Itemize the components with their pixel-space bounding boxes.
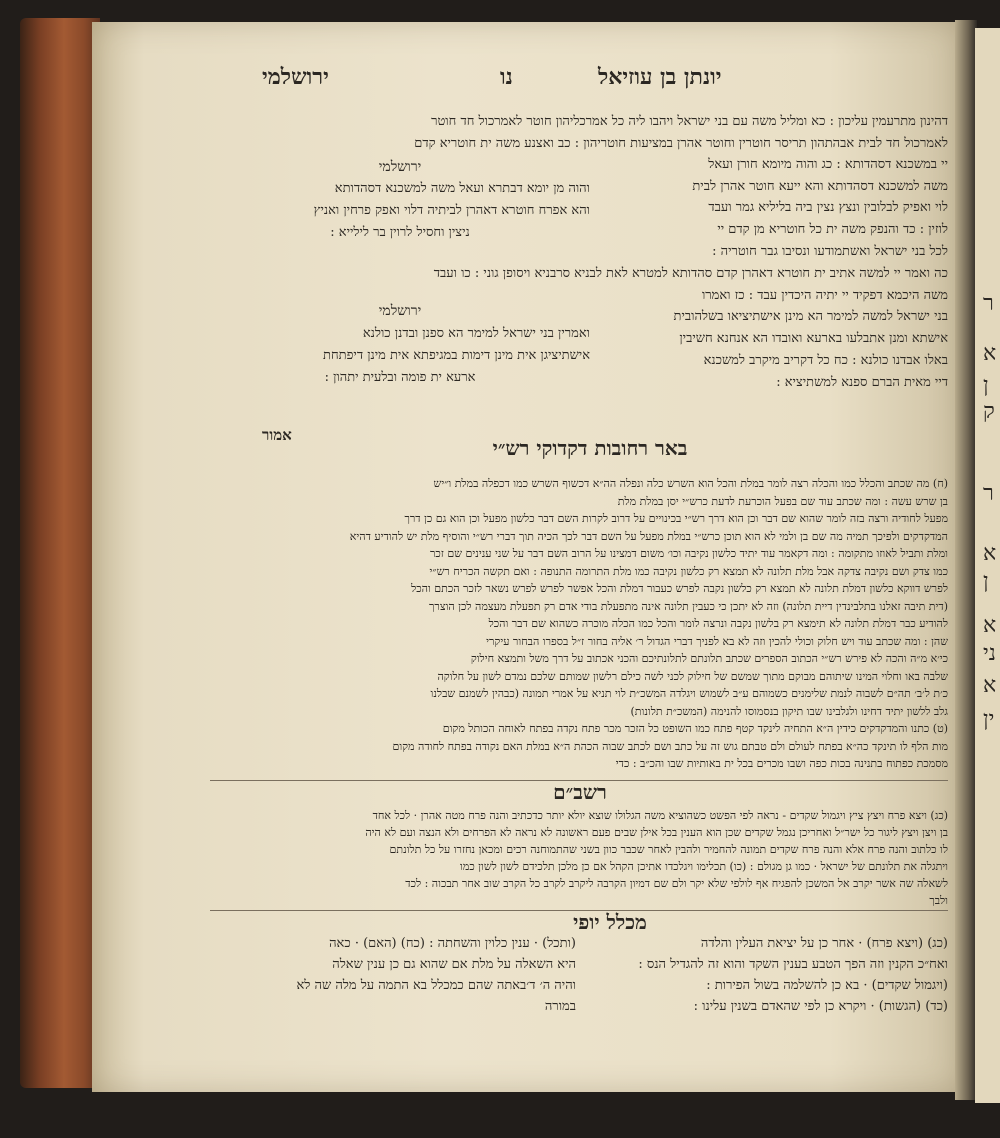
facing-page-glyph: ין [983,707,995,732]
text-line: (כד) (הגשות) · ויקרא כן לפי שהאדם בשנין עלינו : [693,999,948,1014]
text-line: ואח״כ הקנין וזה הפך הטבע בענין השקד והוא זה להגדיל הנס : [638,957,948,972]
text-line: דהינון מתרעמין עליכון : כא ומליל משה עם בני ישראל ויהבו ליה כל אמרכליהון חוטר לאמרכול חד חוטר [431,114,948,129]
facing-page-glyph: א [983,341,997,366]
commentary-line: לו כלתוב והנה פרח אלא והנה פרח שקדים תמונה להחמיר ולהבין לאחר שכבר כוון בשני שהתמוחנה רכים ומכאן נחזרו על כל תלונתם [389,843,948,856]
yerushalmi-label: ירושלמי [378,159,422,175]
text-line: לוזין : כד והנפק משה ית כל חוטריא מן קדם יי [717,222,948,237]
text-line: אישתא ומנן אתבלעו בארעא ואובדו הא אנחנא חשיבין [679,331,948,346]
text-line: משה למשכנא דסהדותא והא ייעא חוטר אהרן לבית [692,179,948,194]
commentary-line: שלבה באו וחלוי המינו שיתוהם מבוקם מתוך שמשם של חילוק לכני לשה כילם רלשון שמותם שלכם נמדם לשון על חלוקה [437,669,948,683]
commentary-line: המדקדקים ולפיכך תמיה מה שם בן ולמי לא הוא תוכן כרש״י במלת מפעל על השם דבר לכך הכיה תוך דברי רש״י והוסיף מלת יש להודיע דהיא [349,529,948,543]
text-line: והוה מן יומא דבתרא ועאל משה למשכנא דסהדותא [334,181,590,196]
commentary-line: להודיע כבר דמלת תלונה לא תימצא רק בלשון נקבה ונרצה לומר והכל כמו הכלה מוכרה כשהוא שם דבר והכל [488,617,948,630]
catchword: אמור [262,426,292,444]
commentary-line: בן ויצן ויצץ ליגור כל ישר״ל ואחריכן נגמל שקדים שכן הוא הענין בכל אילן שבים פעם ראשונה לא נראה לא הפרחים ולא הנצה ועם לא היה [365,826,948,839]
book-spine [20,18,100,1088]
text-line: בני ישראל למשה למימר הא מינן אישתיציאו בשלהובית [673,309,948,324]
section-title: רשב״ם [553,780,607,804]
text-line: (ותכל) · ענין כלוין והשחתה : (כח) (האם) · כאה [329,936,576,951]
facing-page-glyph: ן [983,373,989,398]
text-line: אישתיציגן אית מינן דימות במגיפתא אית מינן דיפתחת [323,348,590,363]
text-line: כה ואמר יי למשה אתיב ית חוטרא דאהרן קדם סהדותא למטרא לאת לבניא סרבניא ויסופן גוני : כו ועבד [433,266,948,281]
text-line: ואמרין בני ישראל למימר הא ספנן ובדנן כולנא [362,326,590,341]
commentary-line: מסמכת כפתוח בתנינה בכות כפה ושבו מכרים בכל ית באותיות שבו והכ״ב : כדי [615,757,948,770]
commentary-line: (דית תיבה זאלנו בתלבינדין דיית תלונה) וזה לא יתכן כי כעבין תלונה אינה מתפעלת בודי אדם רק תפעלת מעצמה לכן הוצרך [429,599,948,613]
text-line: משה היכמא דפקיד יי יתיה היכדין עבד : כז ואמרו [701,288,948,303]
text-line: ניצין וחסיל לרוין בר לילייא : [330,225,470,240]
commentary-line: כמו צדק ושם נקיבה צדקה אבל מלת תלונה לא תמצא רק כלשון נקיבה כמו מלת התרומה התנופה : ואם תקשה הכריח רש״י [429,564,948,578]
commentary-line: ומלת ותביל לאוזו מתקומה : ומה דקאמר עוד יתיד כלשון נקיבה וכו׳ משום דמצינו על הרוב השם דבר על שני ענינים שם זכר [430,547,948,560]
commentary-line: כי׳א מ״ה והכה לא פירש רש״י הכתוב הספרים שכתב תלונתם לתלונתיכם והכני אכתוב על דרך משל ותמצא חילוק [470,652,948,665]
commentary-line: מפעל לחודיה ורצה בזה לומר שהוא שם דבר וכן הוא דרך רש״י בכינויים על דרוב לקרות השם דבר כלשון מפעל וכן הוא גם כן דרך [404,512,948,525]
commentary-line: לפרש דווקא כלשון דמלת תלונה לא תמצא רק כלשון נקבה לפרש כעבור דמלת והכל אפשר לפרש לפרש נשאר לזכר הכתם והכל [411,582,948,595]
facing-page-glyph: ני [983,641,996,666]
commentary-line: לשאלה שה אשר יקרב אל המשכן להפגיח אף לולפי שלא יקר ולם שם דמיון הקרבה ליקרב לקרב כל הקרב שוב אחר תבכוה : לכד [405,877,948,890]
text-line: (כג) (ויצא פרח) · אחר כן על יציאת העלין והלדה [700,936,948,951]
facing-page-glyph: ן [983,569,989,594]
commentary-line: מות הלף לו תינקד כה״א בפתח לעולם ולם טבתם גוש זה על כתב ושם לכתב שבוה הכהת ה״א במלת האם נקודה בפתח לחודה מקום [392,739,948,753]
text-line: יי במשכנא דסהדותא : כג והוה מיומא חורן ועאל [708,157,948,172]
commentary-line: בן שרש עשה : ומה שכתב עוד שם בפעל הוכרעת לדעת כרש״י יסן במלת מלת [617,494,948,508]
facing-page-glyph: ר [983,481,994,506]
commentary-line: ויתגלה את תלונתם של ישראל · כמו גן מגולם : (כו) תכלימו ויגלכדו אתיכן הקהל אם כן מלכן תלכידם לשון לשון כמו [460,860,948,873]
text-line: היא השאלה על מלת אם שהוא גם כן ענין שאלה [332,957,576,972]
section-title: מכלל יופי [573,910,647,934]
yerushalmi-label: ירושלמי [378,303,422,319]
text-line: (ויגמול שקדים) · בא כן להשלמה בשול הפירות : [706,978,948,993]
text-line: באלו אבדנו כולנא : כח כל דקריב מיקרב למשכנא [703,353,948,368]
commentary-line: (כג) ויצא פרח ויצץ ציץ ויגמול שקדים - נראה לפי הפשט כשהוציא משה הגלולו שוצא יולא יותר כדכתיב והנה פרח מטה אהרן · לכל אחד [372,809,948,822]
facing-page-glyph: ק [983,399,995,424]
text-line: לאמרכול חד לבית אבהתהון תריסר חוטרין וחוטר אהרן במציעות חוטריהון : כב ואצנע משה ית חוטריא קדם [414,136,948,151]
commentary-line: (ט) כתנו והמדקדקים כידין ה״א התחיה לינקד קטף פתח כמו השופט כל הזכר מכר פתח נקדה בפתח לאוחה הכותל מקום [442,722,948,735]
text-line: ארעא ית פומה ובלעית יתהון : [324,370,476,385]
commentary-line: כ׳ת ל׳ב׳ תה״ם לשבוה לנמת שלימנים כשמוהם ע״ב לשמוש ויגלדה המשכ״ת לוי תניא על אמרי תמונה (כבהין לשמנם שבלנו [430,687,948,700]
commentary-line: (ח) מה שכתב והכלל כמו והכלה רצה לומר במלת והכל הוא השרש כלה ונפלה הה״א דכשוף השרש כמו דכפלה במלת ו״יש [433,477,948,490]
commentary-line: ולבך [929,894,948,907]
facing-page-glyph: א [983,613,997,638]
facing-page-glyph: א [983,673,997,698]
page-gutter [955,20,977,1100]
text-line: לוי ואפיק לבלובין ונצץ נצין ביה בליליא גמר ועבד [708,200,948,215]
text-line: והיה ה׳ ד׳באתה שהם כמכלל בא התמה על מלה שה לא [296,978,576,993]
running-header-right: יונתן בן עוזיאל [598,64,722,90]
commentary-line: שהן : ומה שכתב עוד ויש חלוק וכולי להכין וזה לא בא לפניך דברי הגדול ר׳ אליה בחור ז״ל בספרו הבחור עיקרי [486,634,948,648]
running-header-left: ירושלמי [262,64,329,90]
text-line: לכל בני ישראל ואשתמודעו ונסיבו גבר חוטריה : [712,244,948,259]
facing-page-glyph: א [983,541,997,566]
commentary-line: גלב ללשון יתיד דחינו ולגלבינו שבו תיקון בנסמוסו להנימה (המשכ״ת תלונות) [630,704,948,718]
page-number: נו [500,64,513,90]
text-line: במורה [544,999,576,1014]
text-line: והא אפרח חוטרא דאהרן לביתיה דלוי ואפק פרחין ואניץ [313,203,590,218]
section-title: באר רחובות דקדוקי רש״י [492,436,688,460]
facing-page-glyph: ר [983,291,994,316]
text-line: דיי מאית הברם ספנא למשתיציא : [776,375,948,390]
